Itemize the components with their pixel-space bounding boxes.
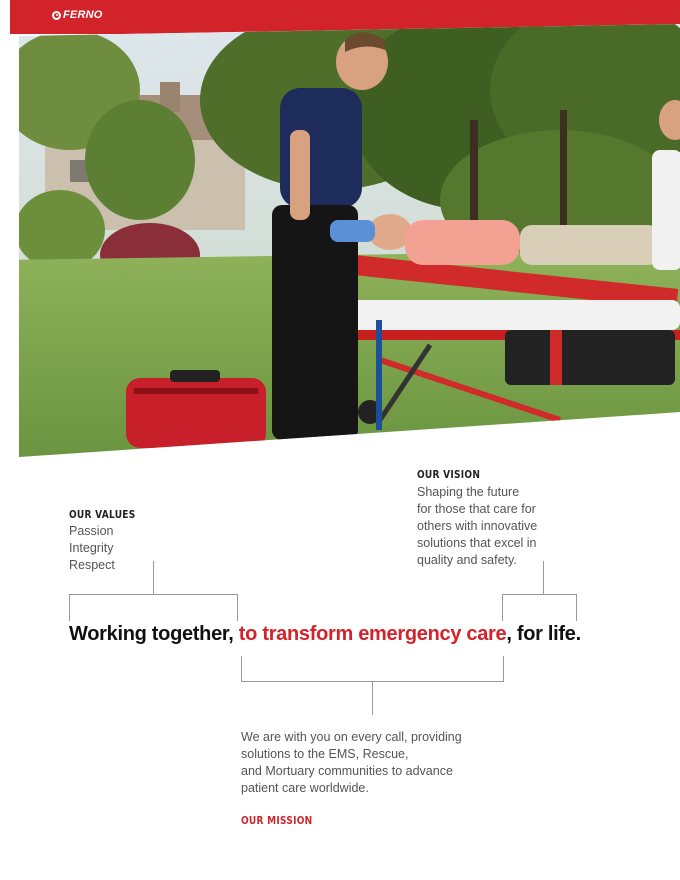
value-item: Respect (69, 558, 115, 572)
mission-line: solutions to the EMS, Rescue, (241, 747, 409, 761)
values-connector (153, 561, 154, 594)
mission-line: patient care worldwide. (241, 781, 369, 795)
tagline-part2: , for life. (506, 623, 581, 645)
vision-connector (543, 561, 544, 594)
tagline (69, 623, 581, 646)
mission-line: and Mortuary communities to advance (241, 764, 453, 778)
vision-heading: OUR VISION (417, 469, 481, 481)
values-heading: OUR VALUES (69, 509, 136, 521)
vision-line: others with innovative (417, 519, 538, 533)
mission-connector (372, 682, 373, 715)
logo-text: FERNO (63, 9, 103, 21)
value-item: Integrity (69, 541, 114, 555)
mission-text (241, 729, 462, 797)
value-item: Passion (69, 524, 114, 538)
mission-line: We are with you on every call, providing (241, 730, 462, 744)
mission-heading: OUR MISSION (241, 815, 313, 827)
values-list (69, 523, 115, 574)
values-bracket (69, 594, 238, 621)
tagline-highlight: to transform emergency care (238, 623, 507, 645)
mission-bracket (241, 656, 504, 682)
vision-line: quality and safety. (417, 553, 517, 567)
vision-bracket (502, 594, 577, 621)
vision-text (417, 484, 537, 569)
vision-line: for those that care for (417, 502, 536, 516)
vision-line: Shaping the future (417, 485, 520, 499)
tagline-part1: Working together, (69, 623, 239, 645)
vision-line: solutions that excel in (417, 536, 537, 550)
